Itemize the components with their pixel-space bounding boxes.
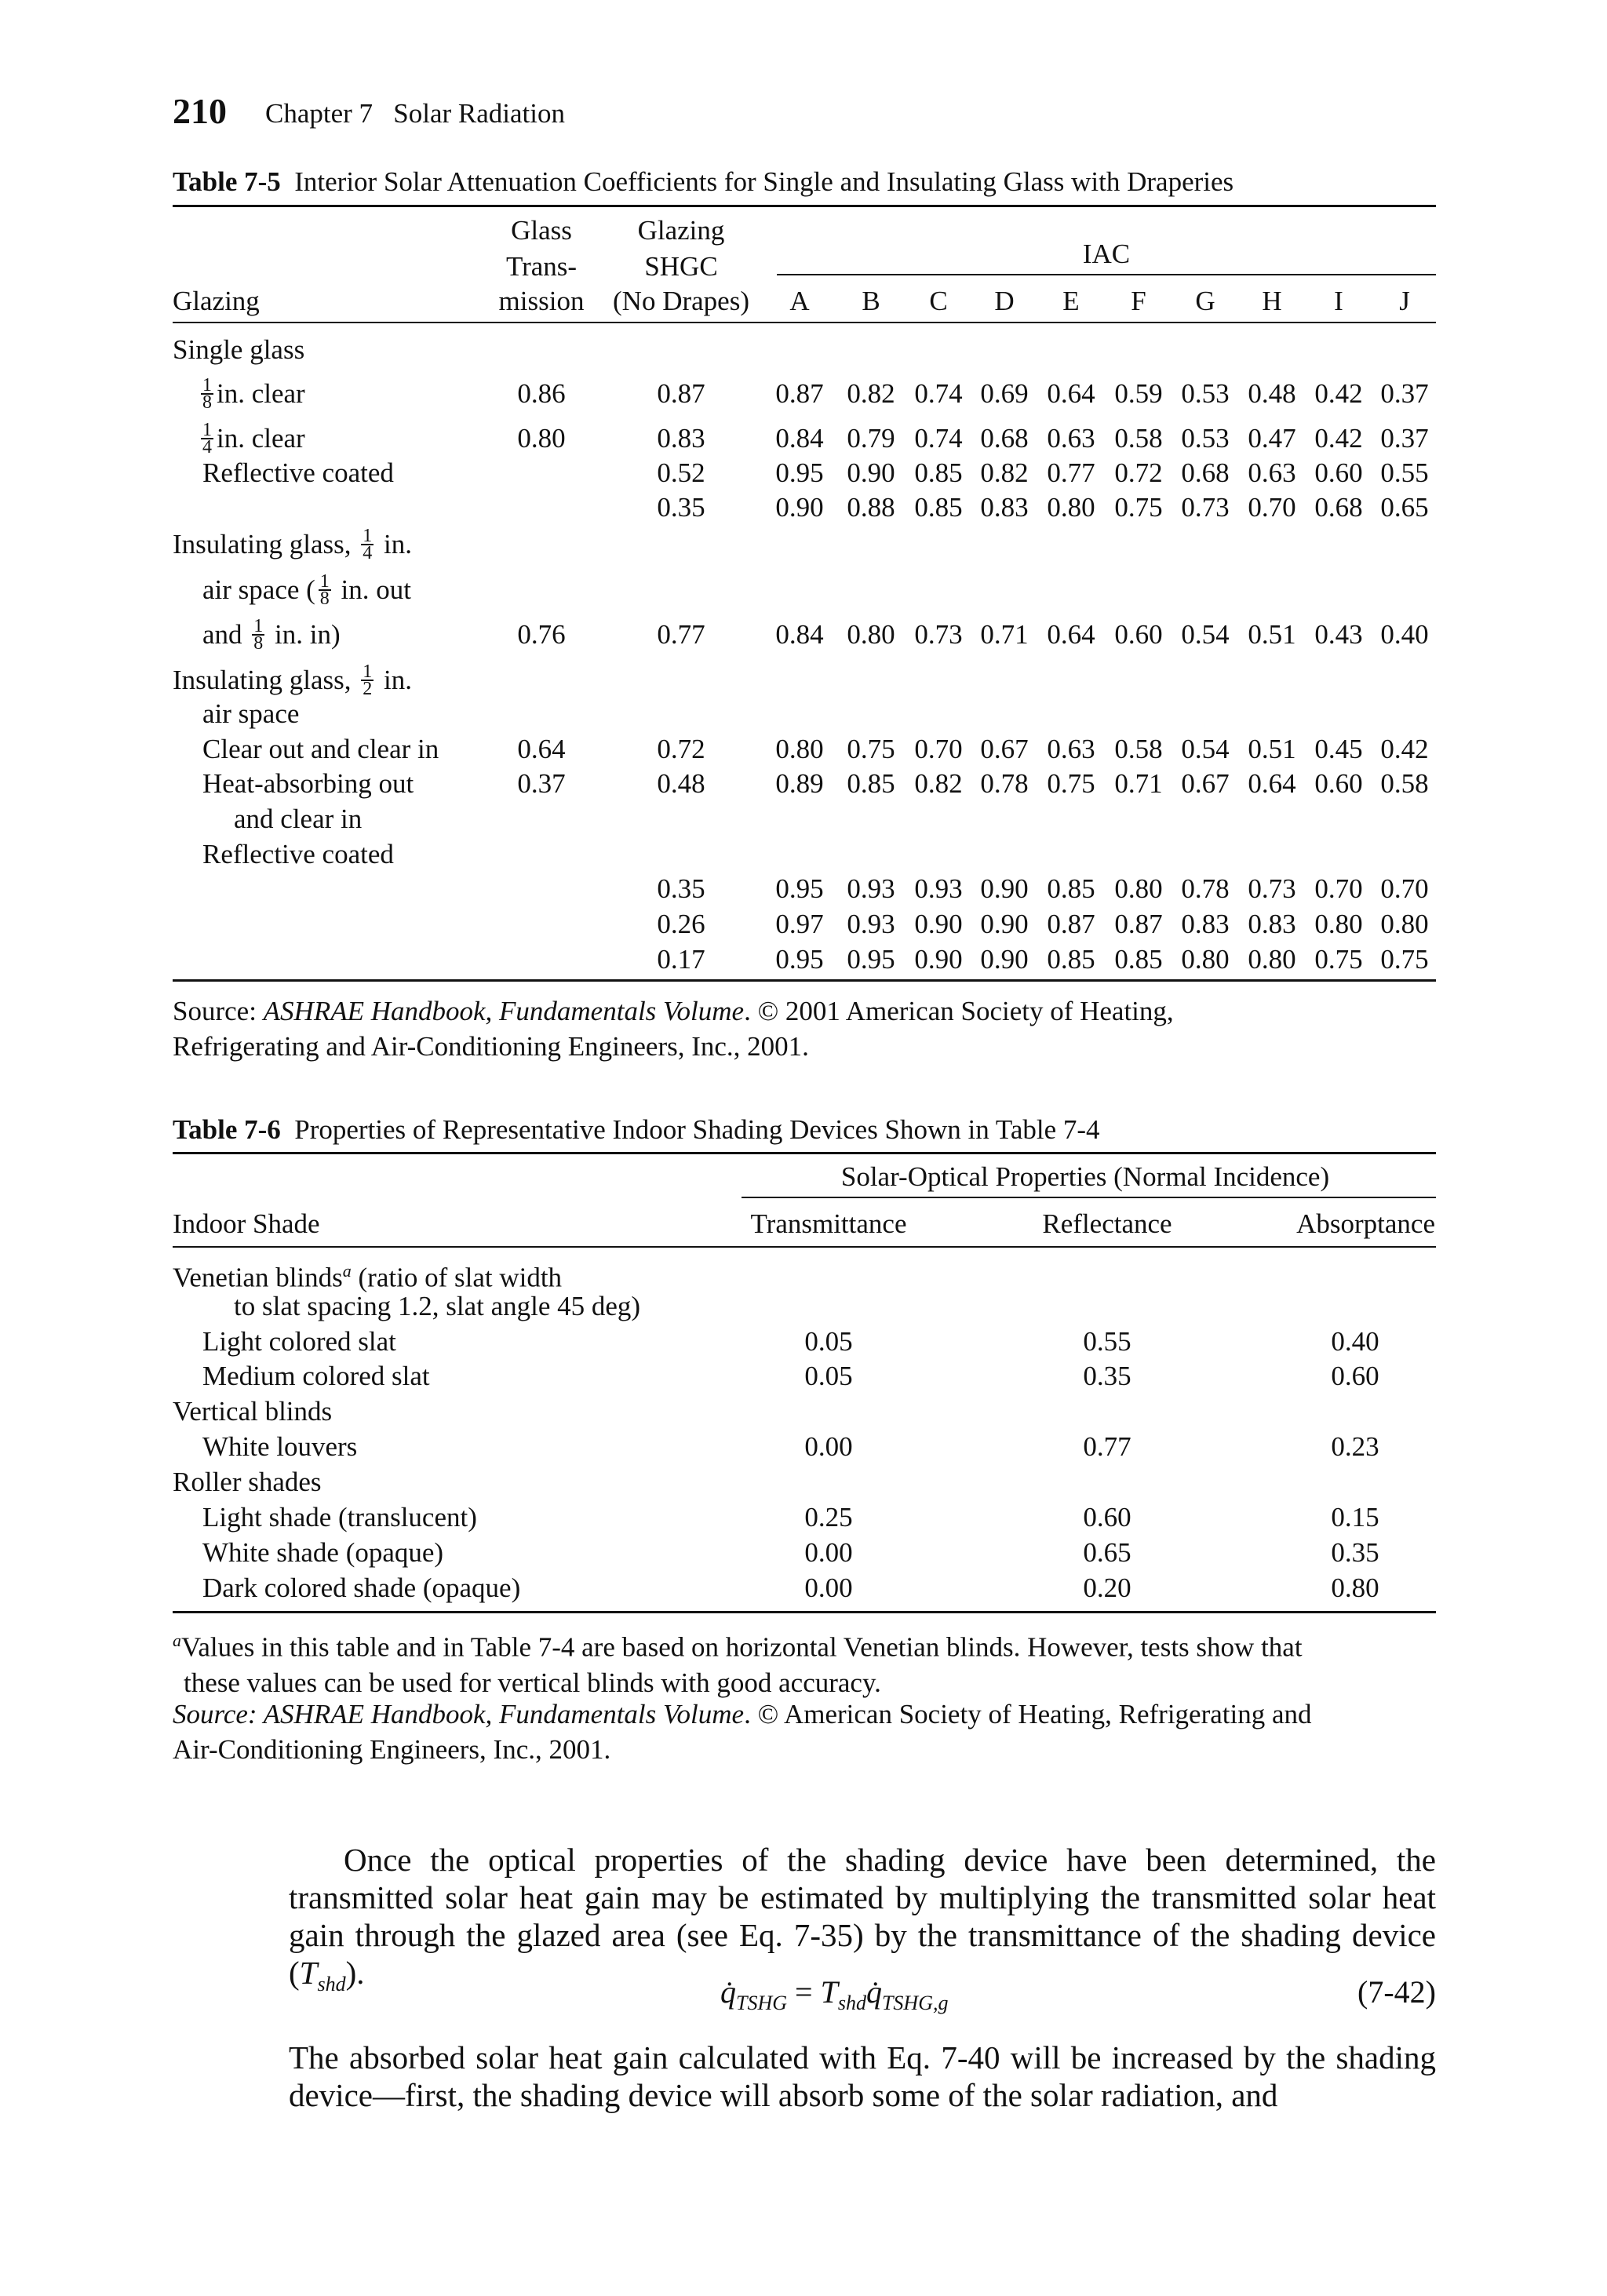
t6-refl-cell: 0.65 (1083, 1537, 1131, 1568)
t5-col-glazing: Glazing (173, 286, 260, 316)
t5-trans-cell: 0.80 (517, 423, 566, 454)
t6-group-header: Solar-Optical Properties (Normal Incidence) (840, 1161, 1330, 1192)
t5-iac-cell: 0.95 (775, 944, 824, 975)
t5-iac-cell: 0.95 (847, 944, 895, 975)
t6-label-venetian: Venetian blinds$^a$ (ratio of slat width (173, 1261, 563, 1293)
t5-iac-letter: J (1399, 286, 1410, 316)
t5-iac-cell: 0.73 (1181, 492, 1230, 523)
t5-iac-cell: 0.74 (914, 423, 963, 454)
t5-label-single: Single glass (173, 334, 305, 365)
t5-iac-cell: 0.53 (1181, 423, 1230, 454)
t5-iac-cell: 0.71 (980, 619, 1029, 650)
t5-iac-cell: 0.87 (775, 378, 824, 409)
t6-col-abs: Absorptance (1296, 1208, 1435, 1239)
table5-caption (173, 165, 1233, 199)
t5-iac-cell: 0.64 (1047, 619, 1095, 650)
t6-abs-cell: 0.15 (1331, 1502, 1379, 1532)
t5-iac-cell: 0.73 (914, 619, 963, 650)
t5-iac-cell: 0.80 (1181, 944, 1230, 975)
t5-label-reflective1: Reflective coated (202, 457, 394, 488)
table6-title: Properties of Representative Indoor Shading Devices Shown in Table 7-4 (294, 1114, 1100, 1145)
t5-iac-cell: 0.84 (775, 619, 824, 650)
t5-iac-cell: 0.37 (1380, 378, 1429, 409)
table5-source: Source: ASHRAE Handbook, Fundamentals Volume. © 2001 American Society of Heating, Refrigerating and Air-Conditioning Engineers, Inc., 2001. (173, 996, 1174, 1062)
table6-source: Source: ASHRAE Handbook, Fundamentals Volume. © American Society of Heating, Refrigerating and Air-Conditioning Engineers, Inc., 2001. (173, 1699, 1312, 1765)
t5-shgc-cell: 0.17 (657, 944, 705, 975)
t5-iac-cell: 0.82 (914, 768, 963, 799)
t5-iac-cell: 0.97 (775, 909, 824, 939)
t5-iac-cell: 0.60 (1314, 457, 1363, 488)
t6-label-venetian-l2: to slat spacing 1.2, slat angle 45 deg) (234, 1291, 641, 1321)
t5-iac-cell: 0.82 (980, 457, 1029, 488)
t6-abs-cell: 0.80 (1331, 1573, 1379, 1603)
t6-trans-cell: 0.05 (804, 1326, 853, 1357)
t5-iac-cell: 0.90 (775, 492, 824, 523)
t5-iac-cell: 0.48 (1248, 378, 1296, 409)
t5-iac-cell: 0.42 (1314, 378, 1363, 409)
body-paragraph-1: Once the optical properties of the shading device have been determined, the transmitted solar heat gain may be estimated by multiplying the transmitted solar heat gain through the glazed area (see Eq. 7-35) by the transmittance of the shading device $(T_{shd})$. (289, 1842, 1436, 1996)
equation-number: (7-42) (1357, 1974, 1436, 2010)
t5-label-ins-half: Insulating glass, $\frac{1}{2}$ in. (173, 661, 412, 699)
t6-refl-cell: 0.55 (1083, 1326, 1131, 1357)
t5-iac-cell: 0.75 (1047, 768, 1095, 799)
t6-row-label: Light shade (translucent) (202, 1502, 477, 1532)
t6-abs-cell: 0.60 (1331, 1361, 1379, 1391)
t5-iac-cell: 0.63 (1047, 423, 1095, 454)
t6-abs-cell: 0.35 (1331, 1537, 1379, 1568)
t5-iac-cell: 0.51 (1248, 619, 1296, 650)
t5-iac-cell: 0.58 (1114, 423, 1163, 454)
t5-iac-cell: 0.60 (1314, 768, 1363, 799)
t5-iac-cell: 0.85 (914, 457, 963, 488)
t5-iac-cell: 0.69 (980, 378, 1029, 409)
table6-footnote: $^a$Values in this table and in Table 7-4 are based on horizontal Venetian blinds. However, tests show that these values can be used for vertical blinds with good accuracy. (173, 1631, 1303, 1698)
t5-shgc-cell: 0.52 (657, 457, 705, 488)
t5-iac-cell: 0.59 (1114, 378, 1163, 409)
t5-iac-cell: 0.90 (980, 873, 1029, 904)
t6-col-refl: Reflectance (1042, 1208, 1172, 1239)
t5-iac-cell: 0.90 (914, 909, 963, 939)
t5-iac-cell: 0.80 (1047, 492, 1095, 523)
t5-iac-cell: 0.40 (1380, 619, 1429, 650)
t5-iac-cell: 0.95 (775, 457, 824, 488)
t5-iac-cell: 0.64 (1047, 378, 1095, 409)
t6-refl-cell: 0.60 (1083, 1502, 1131, 1532)
frac-one-eighth: $\frac{1}{8}$ (319, 570, 330, 609)
t5-iac-cell: 0.85 (914, 492, 963, 523)
t6-row-label: White louvers (202, 1431, 358, 1462)
t5-iac-cell: 0.70 (1380, 873, 1429, 904)
t5-iac-cell: 0.60 (1114, 619, 1163, 650)
t6-refl-cell: 0.20 (1083, 1573, 1131, 1603)
t5-label-air-space-out: air space ( $\frac{1}{8}$ in. out (202, 570, 411, 609)
t5-iac-cell: 0.83 (1248, 909, 1296, 939)
t5-iac-cell: 0.78 (980, 768, 1029, 799)
t5-iac-cell: 0.80 (775, 734, 824, 764)
t6-abs-cell: 0.40 (1331, 1326, 1379, 1357)
t5-shgc-cell: 0.77 (657, 619, 705, 650)
t5-iac-cell: 0.89 (775, 768, 824, 799)
t5-col-shgc-l3: (No Drapes) (613, 286, 749, 316)
frac-one-eighth: $\frac{1}{8}$ (202, 374, 212, 413)
t5-label-and-in: and $\frac{1}{8}$ in. in) (202, 615, 341, 654)
t5-iac-cell: 0.84 (775, 423, 824, 454)
frac-one-half: $\frac{1}{2}$ (363, 661, 373, 699)
t5-iac-letter: D (994, 286, 1015, 316)
t5-shgc-cell: 0.35 (657, 873, 705, 904)
t5-trans-cell: 0.37 (517, 768, 566, 799)
t5-col-trans-l2: Trans- (505, 251, 578, 282)
t5-label-and-clear: and clear in (234, 804, 363, 834)
t5-iac-cell: 0.68 (1181, 457, 1230, 488)
equation-7-42: $q̇_{TSHG}$ = $T_{shd}q̇_{TSHG,g}$ (720, 1974, 949, 2014)
t6-trans-cell: 0.00 (804, 1537, 853, 1568)
t6-refl-cell: 0.77 (1083, 1431, 1131, 1462)
table6-label: Table 7-6 (173, 1114, 281, 1145)
t5-iac-cell: 0.79 (847, 423, 895, 454)
t5-iac-cell: 0.93 (847, 909, 895, 939)
t6-trans-cell: 0.00 (804, 1573, 853, 1603)
table5-label: Table 7-5 (173, 166, 281, 197)
t5-iac-cell: 0.43 (1314, 619, 1363, 650)
t5-iac-cell: 0.75 (1380, 944, 1429, 975)
t6-abs-cell: 0.23 (1331, 1431, 1379, 1462)
t5-iac-cell: 0.90 (847, 457, 895, 488)
t5-iac-cell: 0.73 (1248, 873, 1296, 904)
t5-iac-cell: 0.37 (1380, 423, 1429, 454)
t6-trans-cell: 0.25 (804, 1502, 853, 1532)
t5-col-trans-l3: mission (498, 286, 585, 316)
page-number: 210 (173, 91, 227, 131)
t5-iac-cell: 0.47 (1248, 423, 1296, 454)
table5-top-rule (173, 205, 1436, 207)
t5-iac-cell: 0.71 (1114, 768, 1163, 799)
t6-header-rule (173, 1246, 1436, 1248)
t5-label-eighth-clear: $\frac{1}{8}$ in. clear (202, 374, 305, 413)
t5-iac-cell: 0.51 (1248, 734, 1296, 764)
t5-iac-cell: 0.75 (847, 734, 895, 764)
table6-bottom-rule (173, 1611, 1436, 1613)
t5-iac-letter: A (789, 286, 810, 316)
t5-iac-cell: 0.70 (1314, 873, 1363, 904)
t5-shgc-cell: 0.26 (657, 909, 705, 939)
table6-caption (173, 1113, 1100, 1147)
t5-iac-cell: 0.87 (1114, 909, 1163, 939)
t5-iac-cell: 0.93 (914, 873, 963, 904)
t6-col-trans: Transmittance (750, 1208, 907, 1239)
t6-refl-cell: 0.35 (1083, 1361, 1131, 1391)
t6-row-label: Medium colored slat (202, 1361, 430, 1391)
t5-iac-cell: 0.70 (914, 734, 963, 764)
t5-iac-cell: 0.63 (1248, 457, 1296, 488)
t5-iac-cell: 0.68 (980, 423, 1029, 454)
t5-iac-cell: 0.82 (847, 378, 895, 409)
t5-iac-cell: 0.85 (1114, 944, 1163, 975)
t5-iac-cell: 0.85 (1047, 873, 1095, 904)
t6-trans-cell: 0.00 (804, 1431, 853, 1462)
t5-trans-cell: 0.64 (517, 734, 566, 764)
running-head: Chapter 7 Solar Radiation (265, 98, 566, 129)
table6-top-rule (173, 1152, 1436, 1154)
t5-iac-cell: 0.67 (980, 734, 1029, 764)
t5-iac-cell: 0.68 (1314, 492, 1363, 523)
t6-group-rule (742, 1197, 1436, 1198)
t5-iac-cell: 0.45 (1314, 734, 1363, 764)
t5-iac-cell: 0.74 (914, 378, 963, 409)
t5-iac-cell: 0.58 (1114, 734, 1163, 764)
t5-iac-cell: 0.93 (847, 873, 895, 904)
t5-iac-cell: 0.83 (1181, 909, 1230, 939)
table5-title: Interior Solar Attenuation Coefficients for Single and Insulating Glass with Draperies (294, 166, 1234, 197)
t5-iac-cell: 0.64 (1248, 768, 1296, 799)
frac-one-quarter: $\frac{1}{4}$ (363, 525, 373, 563)
t5-iac-cell: 0.90 (980, 909, 1029, 939)
t5-label-heat-abs: Heat-absorbing out (202, 768, 414, 799)
t6-trans-cell: 0.05 (804, 1361, 853, 1391)
t5-iac-cell: 0.95 (775, 873, 824, 904)
t5-iac-cell: 0.54 (1181, 734, 1230, 764)
t5-col-iac: IAC (1082, 239, 1131, 269)
t5-iac-cell: 0.77 (1047, 457, 1095, 488)
t5-iac-cell: 0.90 (914, 944, 963, 975)
t5-shgc-cell: 0.83 (657, 423, 705, 454)
t5-shgc-cell: 0.72 (657, 734, 705, 764)
t5-iac-letter: H (1262, 286, 1282, 316)
t5-iac-cell: 0.55 (1380, 457, 1429, 488)
t5-iac-cell: 0.58 (1380, 768, 1429, 799)
t5-iac-cell: 0.42 (1380, 734, 1429, 764)
t5-col-shgc-l1: Glazing (637, 215, 725, 246)
t5-trans-cell: 0.86 (517, 378, 566, 409)
t5-iac-cell: 0.80 (1114, 873, 1163, 904)
t5-iac-letter: I (1334, 286, 1343, 316)
t5-iac-cell: 0.85 (847, 768, 895, 799)
t5-shgc-cell: 0.87 (657, 378, 705, 409)
t5-iac-cell: 0.85 (1047, 944, 1095, 975)
t5-iac-cell: 0.83 (980, 492, 1029, 523)
t5-iac-cell: 0.87 (1047, 909, 1095, 939)
t6-row-label: Light colored slat (202, 1326, 396, 1357)
t5-header-rule (173, 322, 1436, 323)
t5-iac-cell: 0.90 (980, 944, 1029, 975)
t5-iac-cell: 0.72 (1114, 457, 1163, 488)
frac-one-eighth: $\frac{1}{8}$ (253, 615, 264, 654)
t5-iac-cell: 0.80 (847, 619, 895, 650)
frac-one-quarter: $\frac{1}{4}$ (202, 419, 212, 457)
t5-iac-cell: 0.65 (1380, 492, 1429, 523)
t5-shgc-cell: 0.35 (657, 492, 705, 523)
t5-label-clear-out: Clear out and clear in (202, 734, 439, 764)
t5-iac-letter: E (1062, 286, 1080, 316)
t5-iac-cell: 0.88 (847, 492, 895, 523)
t5-shgc-cell: 0.48 (657, 768, 705, 799)
t5-iac-cell: 0.54 (1181, 619, 1230, 650)
table5-bottom-rule (173, 979, 1436, 982)
t5-iac-letter: C (929, 286, 948, 316)
t5-iac-cell: 0.70 (1248, 492, 1296, 523)
t6-label-roller: Roller shades (173, 1467, 322, 1497)
t5-label-reflective2: Reflective coated (202, 839, 394, 869)
t5-iac-cell: 0.80 (1314, 909, 1363, 939)
t5-iac-cell: 0.53 (1181, 378, 1230, 409)
t5-label-quarter-clear: $\frac{1}{4}$ in. clear (202, 419, 305, 457)
t5-trans-cell: 0.76 (517, 619, 566, 650)
t5-iac-letter: G (1195, 286, 1215, 316)
t5-iac-cell: 0.67 (1181, 768, 1230, 799)
t5-iac-cell: 0.42 (1314, 423, 1363, 454)
t5-iac-cell: 0.80 (1380, 909, 1429, 939)
t5-iac-cell: 0.75 (1114, 492, 1163, 523)
t5-iac-letter: F (1131, 286, 1146, 316)
body-paragraph-2: The absorbed solar heat gain calculated with Eq. 7-40 will be increased by the shading device—first, the shading device will absorb some of the solar radiation, and (289, 2039, 1436, 2113)
t6-row-label: Dark colored shade (opaque) (202, 1573, 521, 1603)
t5-iac-rule (777, 274, 1436, 275)
t5-iac-cell: 0.80 (1248, 944, 1296, 975)
t5-iac-cell: 0.75 (1314, 944, 1363, 975)
t6-row-label: White shade (opaque) (202, 1537, 444, 1568)
t5-label-air-space: air space (202, 698, 300, 729)
t5-iac-letter: B (862, 286, 880, 316)
t5-col-shgc-l2: SHGC (644, 251, 718, 282)
t5-col-trans-l1: Glass (511, 215, 572, 246)
t6-col-shade: Indoor Shade (173, 1208, 320, 1239)
t6-label-vertical: Vertical blinds (173, 1396, 333, 1427)
t5-label-ins-quarter: Insulating glass, $\frac{1}{4}$ in. (173, 525, 412, 563)
t5-iac-cell: 0.78 (1181, 873, 1230, 904)
t5-iac-cell: 0.63 (1047, 734, 1095, 764)
